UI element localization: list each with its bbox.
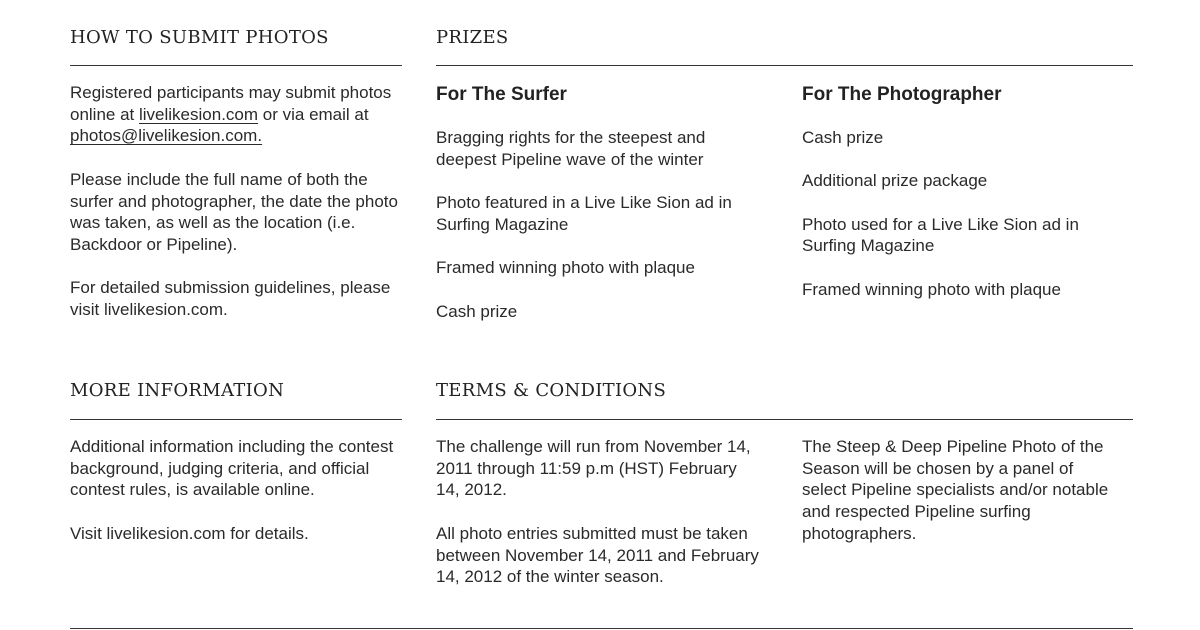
surfer-prize-item: Cash prize	[436, 301, 518, 321]
prizes-heading: PRIZES	[436, 27, 509, 48]
terms-right-column	[802, 436, 1120, 566]
more-information-body	[70, 436, 405, 566]
photographer-prize-item: Cash prize	[802, 128, 884, 147]
surfer-prize-item: Bragging rights for the steepest and deepest Pipeline wave of the winter	[436, 128, 706, 169]
how-to-submit-paragraph-1	[70, 82, 400, 147]
how-to-submit-text-middle: or via email at	[258, 104, 369, 124]
surfer-prize-item: Framed winning photo with plaque	[436, 258, 695, 278]
email-link[interactable]: photos@livelikesion.com.	[70, 126, 263, 146]
surfer-prize-item: Photo featured in a Live Like Sion ad in Surfing Magazine	[436, 193, 732, 234]
how-to-submit-body	[70, 82, 400, 342]
terms-paragraph-2: All photo entries submitted must be taken between November 14, 2011 and February 14, 2012 of the winter season.	[436, 523, 759, 587]
more-information-paragraph-2: Visit livelikesion.com for details.	[70, 523, 309, 543]
photographer-prize-item: Additional prize package	[802, 171, 988, 191]
how-to-submit-paragraph-2: Please include the full name of both the surfer and photographer, the date the photo was taken, as well as the location (i.e. Backdoor or Pipeline).	[70, 169, 398, 254]
terms-heading: TERMS & CONDITIONS	[436, 380, 667, 401]
surfer-prizes-column	[436, 83, 766, 344]
photographer-prizes-column	[802, 83, 1122, 322]
more-information-paragraph-1: Additional information including the contest background, judging criteria, and official contest rules, is available online.	[70, 437, 394, 500]
how-to-submit-heading: HOW TO SUBMIT PHOTOS	[70, 27, 329, 48]
bottom-divider	[70, 628, 1133, 629]
surfer-prizes-title: For The Surfer	[436, 84, 567, 105]
more-information-divider	[70, 419, 402, 420]
terms-paragraph-1: The challenge will run from November 14, 2011 through 11:59 p.m (HST) February 14, 2012.	[436, 437, 751, 500]
how-to-submit-divider	[70, 65, 402, 66]
website-link[interactable]: livelikesion.com	[139, 104, 259, 124]
terms-paragraph-3: The Steep & Deep Pipeline Photo of the Season will be chosen by a panel of select Pipeline specialists and/or notable and respected Pipeline surfing photographers.	[802, 437, 1109, 543]
photographer-prize-item: Framed winning photo with plaque	[802, 279, 1061, 299]
terms-left-column	[436, 436, 761, 610]
more-information-heading: MORE INFORMATION	[70, 380, 285, 401]
prizes-divider	[436, 65, 1133, 66]
how-to-submit-paragraph-3: For detailed submission guidelines, please visit livelikesion.com.	[70, 278, 391, 319]
photographer-prize-item: Photo used for a Live Like Sion ad in Surfing Magazine	[802, 214, 1079, 256]
terms-divider	[436, 419, 1133, 420]
photographer-prizes-title: For The Photographer	[802, 84, 1002, 105]
how-to-submit-text-lead: Registered participants may submit photos online at	[70, 83, 392, 124]
